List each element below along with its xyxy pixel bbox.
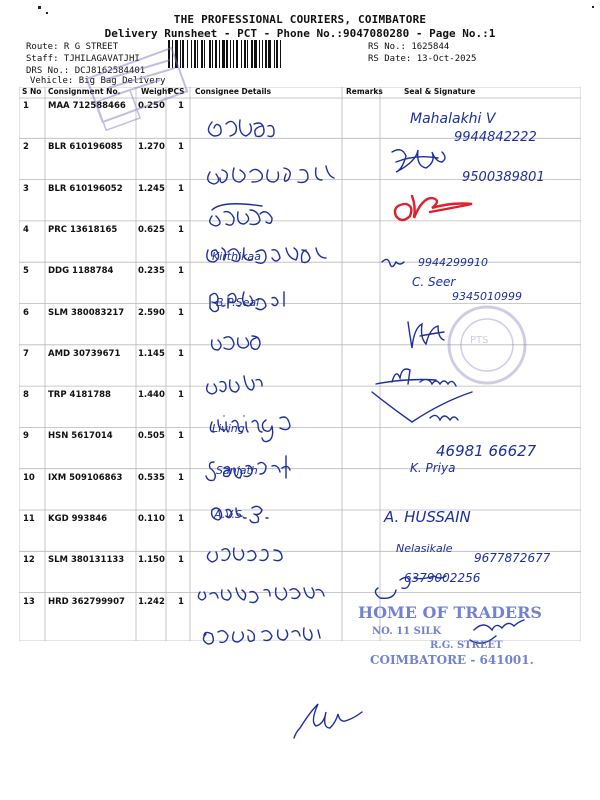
barcode-bar xyxy=(265,40,267,68)
row-weight: 0.235 xyxy=(138,266,165,277)
row-consignment-no: HSN 5617014 xyxy=(48,431,113,442)
barcode-bar xyxy=(236,40,238,68)
barcode-bar xyxy=(241,40,242,68)
speck xyxy=(46,12,48,14)
row-weight: 0.250 xyxy=(138,101,165,111)
drs-line: DRS No.: DCJ8162584401 xyxy=(26,66,146,76)
row-weight: 0.505 xyxy=(138,431,165,442)
barcode-bar xyxy=(222,40,225,68)
row-weight: 0.110 xyxy=(138,514,165,524)
row-weight: 1.150 xyxy=(138,555,165,566)
runsheet-subtitle: Delivery Runsheet - PCT - Phone No.:9047080280 - Page No.:1 xyxy=(104,27,496,40)
row-pcs: 1 xyxy=(178,555,184,566)
sig10-name: A. HUSSAIN xyxy=(384,508,471,526)
sig2-phone: 9500389801 xyxy=(462,170,545,185)
row-serial: 13 xyxy=(23,596,35,607)
barcode-bar xyxy=(280,40,281,68)
staff-line: Staff: TJHILAGAVATJHI xyxy=(26,54,140,64)
row-pcs: 1 xyxy=(178,431,184,442)
barcode-bar xyxy=(215,40,217,68)
stamp-line1: HOME OF TRADERS xyxy=(358,603,542,622)
row-pcs: 1 xyxy=(178,183,184,194)
sig11-name: Nelasikale xyxy=(396,542,453,555)
sig9-phone: 46981 66627 xyxy=(436,442,537,460)
barcode-bar xyxy=(259,40,260,68)
row-consignment-no: SLM 380131133 xyxy=(48,555,125,566)
col-header-consignee: Consignee Details xyxy=(195,87,272,96)
row-pcs: 1 xyxy=(178,142,184,153)
row-consignment-no: KGD 993846 xyxy=(48,514,108,524)
barcode-bar xyxy=(262,40,263,68)
row-consignment-no: PRC 13618165 xyxy=(48,224,118,235)
sig1-phone: 9944842222 xyxy=(454,130,537,145)
sig11-phone: 9677872677 xyxy=(474,551,551,565)
row-pcs: 1 xyxy=(178,514,184,524)
consignee-5-name: B.P.Seal xyxy=(216,296,260,309)
signature-bottom xyxy=(294,704,362,738)
barcode-bar xyxy=(233,40,234,68)
row-consignment-no: DDG 1188784 xyxy=(48,266,114,277)
barcode-bar xyxy=(247,40,248,68)
barcode-bar xyxy=(254,40,257,68)
col-header-seal: Seal & Signature xyxy=(404,87,476,96)
sig12-phone: 6379002256 xyxy=(404,571,481,585)
barcode-bar xyxy=(276,40,278,68)
row-pcs: 1 xyxy=(178,348,184,359)
row-pcs: 1 xyxy=(178,390,184,401)
sig5-phone: 9944299910 xyxy=(418,256,488,269)
barcode-bar xyxy=(274,40,275,68)
barcode-bar xyxy=(201,40,203,68)
row-pcs: 1 xyxy=(178,224,184,235)
row-consignment-no: TRP 4181788 xyxy=(48,390,111,401)
row-weight: 1.270 xyxy=(138,142,165,153)
company-title: THE PROFESSIONAL COURIERS, COIMBATORE xyxy=(173,13,427,26)
barcode-bar xyxy=(168,40,170,68)
speck xyxy=(38,6,41,9)
stamp-line2: NO. 11 SILK xyxy=(372,626,442,637)
rs-number: RS No.: 1625844 xyxy=(368,42,450,52)
sig5-phone2: 9345010999 xyxy=(452,290,522,303)
barcode-bar xyxy=(191,40,192,68)
row-pcs: 1 xyxy=(178,472,184,483)
barcode-bar xyxy=(194,40,196,68)
row-weight: 0.625 xyxy=(138,224,165,235)
row-serial: 6 xyxy=(23,307,29,318)
sig9-name: K. Priya xyxy=(410,461,456,475)
vehicle-line: Vehicle: Big Bag Delivery xyxy=(30,76,166,86)
consignee-9-name: Sanjath xyxy=(216,464,258,477)
consignee-8-name: Living xyxy=(212,422,245,435)
barcode-bar xyxy=(172,40,173,68)
barcode-bar xyxy=(219,40,220,68)
row-consignment-no: AMD 30739671 xyxy=(48,348,121,359)
row-weight: 0.535 xyxy=(138,472,165,483)
col-header-weight: Weight xyxy=(141,87,171,96)
row-consignment-no: MAA 712588466 xyxy=(48,101,126,111)
row-consignment-no: HRD 362799907 xyxy=(48,596,125,607)
row-serial: 2 xyxy=(23,142,29,153)
row-serial: 9 xyxy=(23,431,29,442)
row-serial: 12 xyxy=(23,555,35,566)
row-serial: 10 xyxy=(23,472,35,483)
barcode-bar xyxy=(212,40,213,68)
row-serial: 7 xyxy=(23,348,29,359)
col-header-consignment: Consignment No. xyxy=(48,87,121,96)
barcode-bar xyxy=(244,40,246,68)
row-serial: 8 xyxy=(23,390,29,401)
barcode-bar xyxy=(187,40,188,68)
rs-date: RS Date: 13-Oct-2025 xyxy=(368,54,477,64)
stamp-line3: R.G. STREET xyxy=(430,640,503,651)
row-pcs: 1 xyxy=(178,307,184,318)
row-consignment-no: SLM 380083217 xyxy=(48,307,125,318)
row-serial: 1 xyxy=(23,101,29,111)
row-weight: 1.440 xyxy=(138,390,165,401)
row-weight: 1.242 xyxy=(138,596,165,607)
row-serial: 11 xyxy=(23,514,35,524)
row-weight: 1.145 xyxy=(138,348,165,359)
barcode-bar xyxy=(209,40,211,68)
barcode-bar xyxy=(204,40,205,68)
col-header-remarks: Remarks xyxy=(346,87,383,96)
row-consignment-no: BLR 610196052 xyxy=(48,183,123,194)
row-weight: 1.245 xyxy=(138,183,165,194)
row-consignment-no: BLR 610196085 xyxy=(48,142,123,153)
barcode xyxy=(168,40,364,68)
barcode-bar xyxy=(180,40,181,68)
row-serial: 4 xyxy=(23,224,29,235)
barcode-bar xyxy=(230,40,231,68)
barcode-bar xyxy=(175,40,178,68)
speck xyxy=(592,6,594,8)
svg-text:PTS: PTS xyxy=(470,335,489,346)
row-pcs: 1 xyxy=(178,266,184,277)
barcode-bar xyxy=(251,40,253,68)
row-consignment-no: IXM 509106863 xyxy=(48,472,123,483)
barcode-bar xyxy=(226,40,228,68)
stamp-line4: COIMBATORE - 641001. xyxy=(370,653,534,667)
consignee-10-name: A.V.S. xyxy=(214,508,246,521)
row-serial: 5 xyxy=(23,266,29,277)
barcode-bar xyxy=(268,40,271,68)
row-weight: 2.590 xyxy=(138,307,165,318)
col-header-sno: S No xyxy=(22,87,42,96)
row-pcs: 1 xyxy=(178,596,184,607)
route-line: Route: R G STREET xyxy=(26,42,119,52)
sig1-name: Mahalakhi V xyxy=(410,111,496,127)
row-serial: 3 xyxy=(23,183,29,194)
barcode-bar xyxy=(182,40,184,68)
barcode-bar xyxy=(197,40,198,68)
consignee-4-name: Kirthikaa xyxy=(212,250,261,263)
sig5-name: C. Seer xyxy=(412,275,456,289)
col-header-pcs: PCS xyxy=(168,87,185,96)
row-pcs: 1 xyxy=(178,101,184,111)
